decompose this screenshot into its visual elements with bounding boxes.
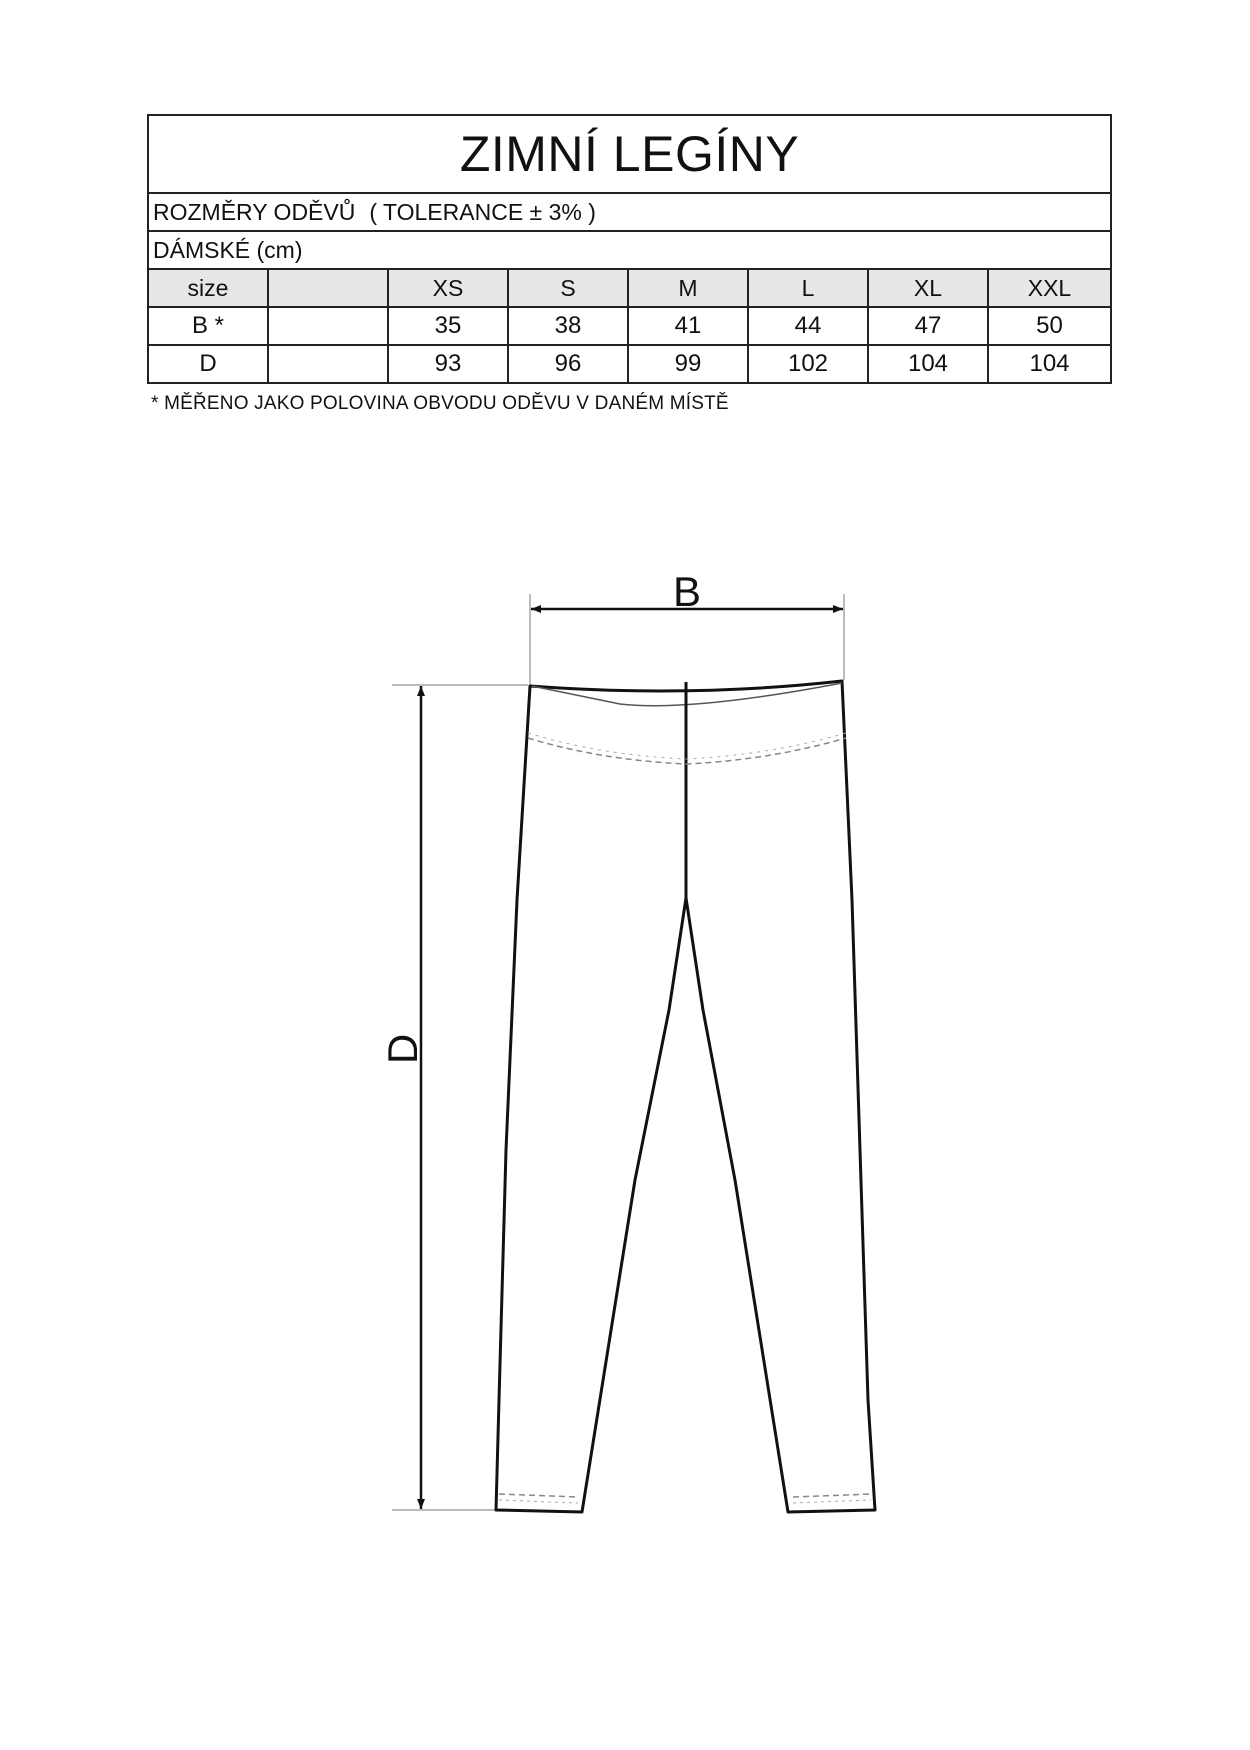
value-cell: 96 — [508, 345, 628, 383]
value-cell: 102 — [748, 345, 868, 383]
size-header-xs: XS — [388, 269, 508, 307]
hem-stitch-line — [793, 1500, 871, 1503]
value-cell: 104 — [988, 345, 1111, 383]
leggings-drawing — [496, 681, 875, 1512]
value-cell: 44 — [748, 307, 868, 345]
size-header-s: S — [508, 269, 628, 307]
footnote: * MĚŘENO JAKO POLOVINA OBVODU ODĚVU V DANÉM MÍSTĚ — [151, 393, 729, 414]
size-header-label: size — [148, 269, 268, 307]
value-cell: 35 — [388, 307, 508, 345]
size-header-xl: XL — [868, 269, 988, 307]
value-cell: 47 — [868, 307, 988, 345]
value-cell: 93 — [388, 345, 508, 383]
size-header-l: L — [748, 269, 868, 307]
row-label-d: D — [148, 345, 268, 383]
category-label: DÁMSKÉ (cm) — [148, 231, 1111, 269]
value-cell: 41 — [628, 307, 748, 345]
size-header-m: M — [628, 269, 748, 307]
hem-stitch-line — [793, 1494, 871, 1497]
length-dimension — [379, 685, 528, 1510]
value-cell: 38 — [508, 307, 628, 345]
width-dimension — [530, 568, 844, 686]
hem-stitch-line — [499, 1500, 578, 1503]
subtitle: ROZMĚRY ODĚVŮ — [153, 198, 356, 225]
value-cell: 104 — [868, 345, 988, 383]
hem-stitch-line — [499, 1494, 578, 1497]
value-cell: 50 — [988, 307, 1111, 345]
page-title: ZIMNÍ LEGÍNY — [148, 115, 1111, 193]
tolerance-note: ( TOLERANCE ± 3% ) — [369, 198, 596, 225]
length-label: D — [379, 1033, 426, 1065]
size-header-xxl: XXL — [988, 269, 1111, 307]
width-label: B — [672, 568, 702, 615]
row-label-b: B * — [148, 307, 268, 345]
value-cell: 99 — [628, 345, 748, 383]
